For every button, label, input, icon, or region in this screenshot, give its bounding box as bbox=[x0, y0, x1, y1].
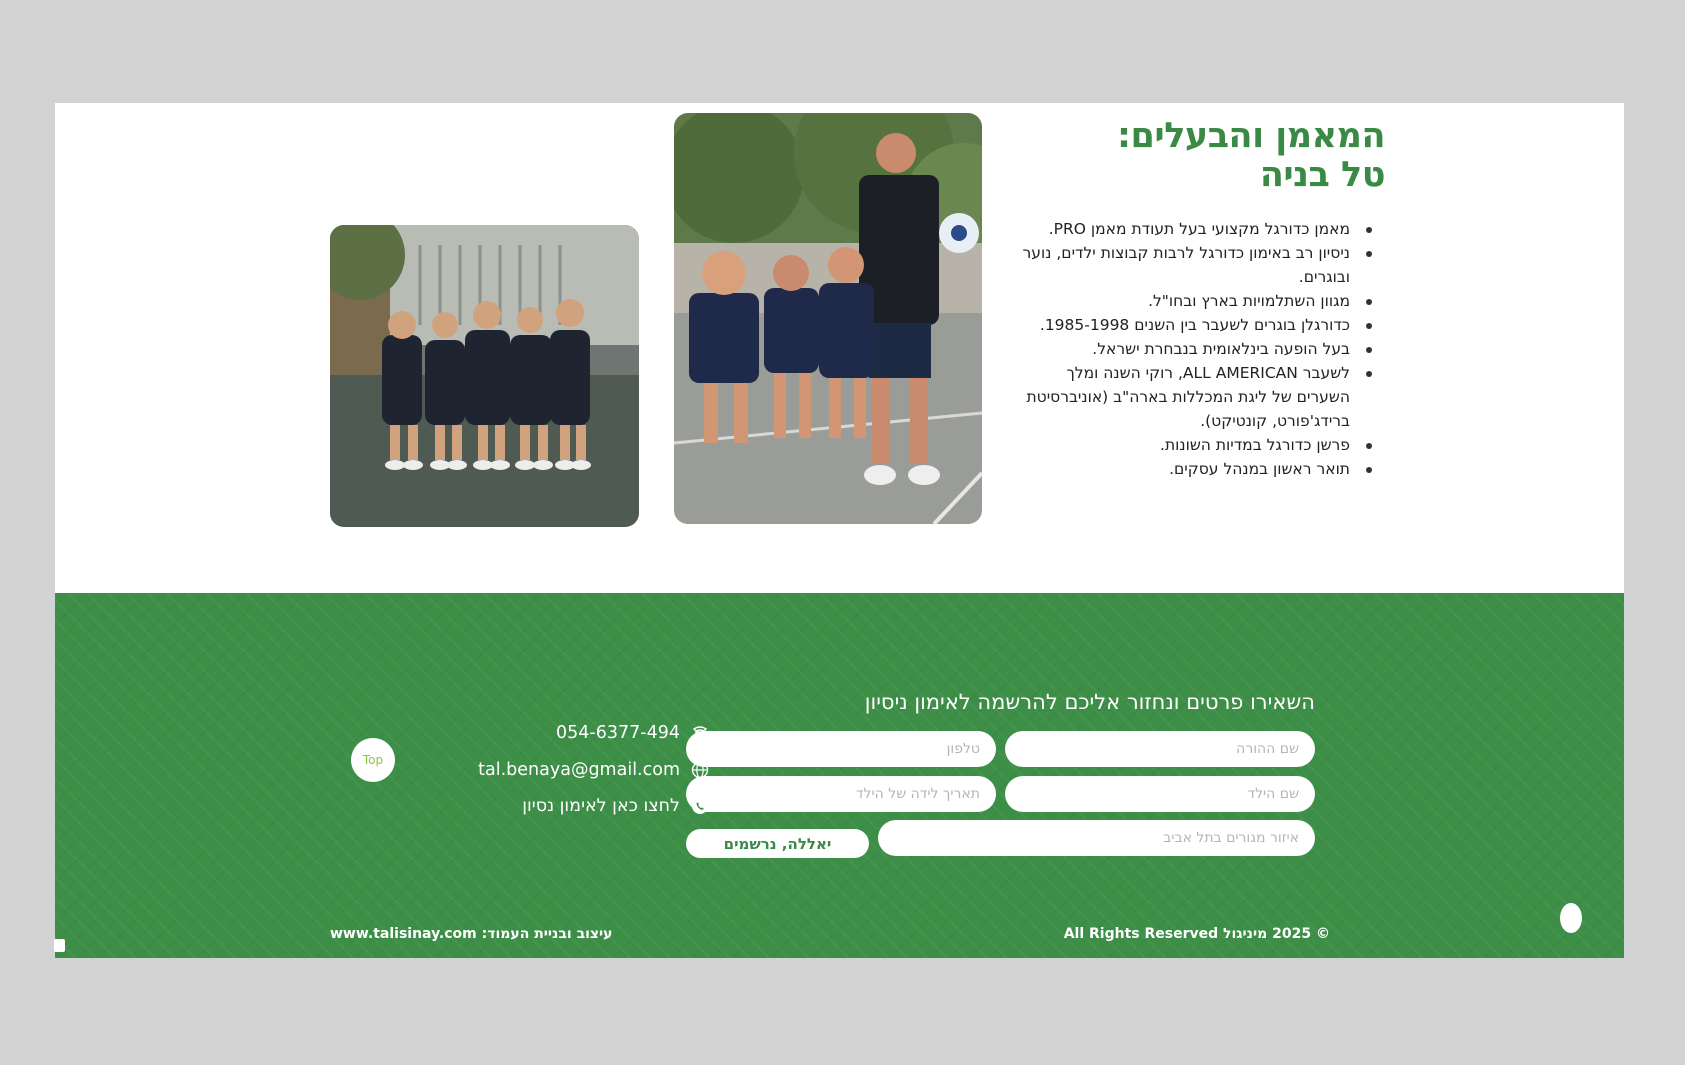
copyright-text: © 2025 מיניגול All Rights Reserved bbox=[1063, 926, 1330, 942]
about-coach-section bbox=[1015, 117, 1385, 481]
residence-area-input[interactable] bbox=[894, 820, 1299, 856]
about-bullet: תואר ראשון במנהל עסקים. bbox=[1015, 457, 1350, 481]
residence-area-field[interactable] bbox=[878, 820, 1315, 856]
parent-name-input[interactable] bbox=[1021, 731, 1299, 767]
whatsapp-link: לחצו כאן לאימון נסיון bbox=[522, 796, 680, 816]
email-address: tal.benaya@gmail.com bbox=[478, 760, 680, 780]
contact-phone[interactable] bbox=[415, 720, 710, 746]
about-bullet: מאמן כדורגל מקצועי בעל תעודת מאמן PRO. bbox=[1015, 217, 1350, 241]
site-credit-text: עיצוב ובניית העמוד: www.talisinay.com bbox=[330, 926, 613, 942]
about-title bbox=[1015, 117, 1385, 195]
footer-contact-section bbox=[55, 593, 1624, 958]
accessibility-side-button[interactable] bbox=[1560, 903, 1582, 933]
page bbox=[55, 103, 1624, 958]
contact-whatsapp[interactable] bbox=[415, 793, 710, 819]
birthdate-input[interactable] bbox=[702, 776, 980, 812]
contact-email[interactable] bbox=[415, 757, 710, 783]
child-name-input[interactable] bbox=[1021, 776, 1299, 812]
back-to-top-button[interactable]: Top bbox=[351, 738, 395, 782]
about-bullet-list bbox=[1015, 217, 1385, 481]
parent-name-field[interactable] bbox=[1005, 731, 1315, 767]
about-bullet: בעל הופעה בינלאומית בנבחרת ישראל. bbox=[1015, 337, 1350, 361]
globe-icon bbox=[690, 760, 710, 780]
corner-tab[interactable] bbox=[54, 939, 65, 952]
about-title-line-1: המאמן והבעלים: bbox=[1117, 116, 1385, 156]
about-bullet: פרשן כדורגל במדיות השונות. bbox=[1015, 433, 1350, 457]
about-bullet: ניסיון רב באימון כדורגל לרבות קבוצות ילדים, נוער ובוגרים. bbox=[1015, 241, 1350, 289]
form-heading: השאירו פרטים ונחזור אליכם להרשמה לאימון ניסיון bbox=[864, 690, 1315, 714]
about-bullet: מגוון השתלמויות בארץ ובחו"ל. bbox=[1015, 289, 1350, 313]
birthdate-field[interactable] bbox=[686, 776, 996, 812]
phone-field[interactable] bbox=[686, 731, 996, 767]
child-name-field[interactable] bbox=[1005, 776, 1315, 812]
phone-input[interactable] bbox=[702, 731, 980, 767]
about-bullet: לשעבר ALL AMERICAN, רוקי השנה ומלך השערים של ליגת המכללות בארה"ב (אוניברסיטת ברידג'פורט, קונטיקט). bbox=[1015, 361, 1350, 433]
kids-huddle-photo bbox=[330, 225, 639, 527]
whatsapp-icon bbox=[690, 796, 710, 816]
phone-number: 054-6377-494 bbox=[556, 723, 680, 743]
coach-with-kids-photo bbox=[674, 113, 982, 524]
phone-icon bbox=[690, 723, 710, 743]
about-title-line-2: טל בניה bbox=[1259, 155, 1385, 195]
about-bullet: כדורגלן בוגרים לשעבר בין השנים 1985-1998. bbox=[1015, 313, 1350, 337]
submit-button[interactable]: יאללה, נרשמים bbox=[686, 829, 869, 858]
